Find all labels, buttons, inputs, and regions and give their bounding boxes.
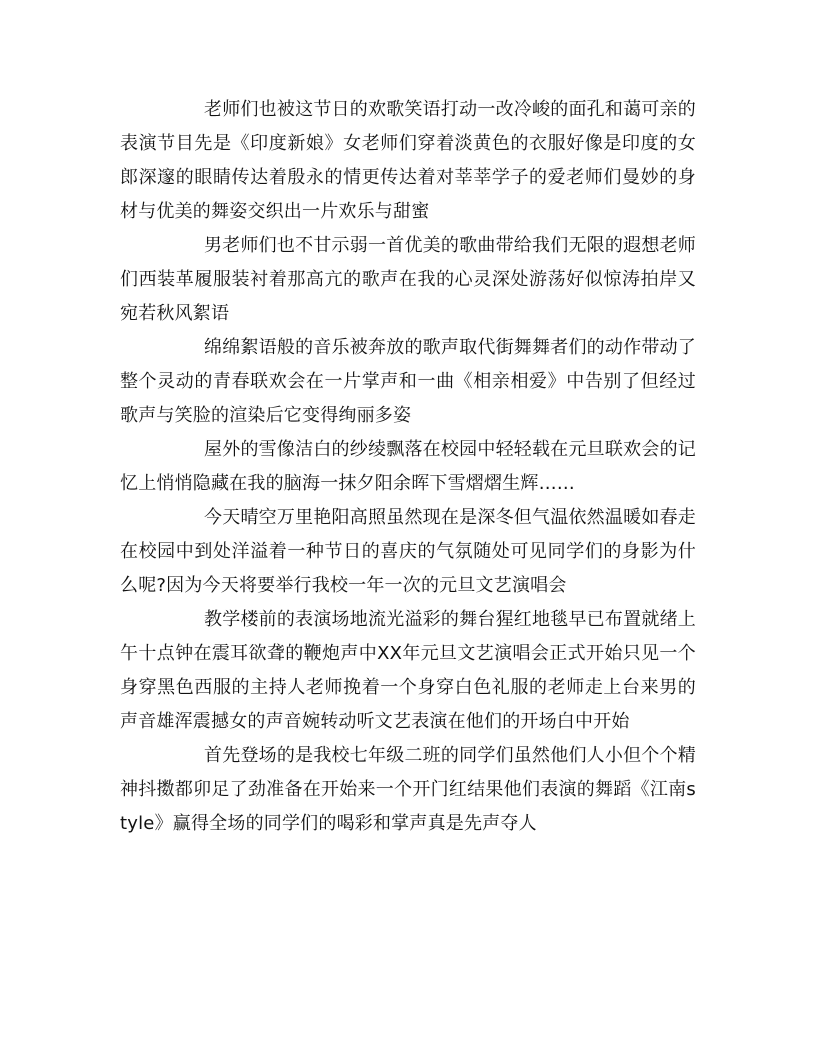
paragraph: 老师们也被这节日的欢歌笑语打动一改冷峻的面孔和蔼可亲的表演节目先是《印度新娘》女老师们穿着淡黄色的衣服好像是印度的女郎深邃的眼睛传达着殷永的情更传达着对莘莘学子的爱老师们曼妙的身材与优美的舞姿交织出一片欢乐与甜蜜 bbox=[120, 99, 696, 222]
paragraph: 首先登场的是我校七年级二班的同学们虽然他们人小但个个精神抖擞都卯足了劲准备在开始来一个开门红结果他们表演的舞蹈《江南style》赢得全场的同学们的喝彩和掌声真是先声夺人 bbox=[120, 745, 696, 834]
paragraph: 男老师们也不甘示弱一首优美的歌曲带给我们无限的遐想老师们西装革履服装衬着那高亢的歌声在我的心灵深处游荡好似惊涛拍岸又宛若秋风絮语 bbox=[120, 235, 696, 324]
paragraph: 屋外的雪像洁白的纱绫飘落在校园中轻轻载在元旦联欢会的记忆上悄悄隐藏在我的脑海一抹夕阳余晖下雪熠熠生辉…… bbox=[120, 439, 696, 494]
paragraph: 教学楼前的表演场地流光溢彩的舞台猩红地毯早已布置就绪上午十点钟在震耳欲聋的鞭炮声中XX年元旦文艺演唱会正式开始只见一个身穿黑色西服的主持人老师挽着一个身穿白色礼服的老师走上台来男的声音雄浑震撼女的声音婉转动听文艺表演在他们的开场白中开始 bbox=[120, 609, 696, 732]
document-body bbox=[120, 93, 696, 841]
paragraph: 今天晴空万里艳阳高照虽然现在是深冬但气温依然温暖如春走在校园中到处洋溢着一种节日的喜庆的气氛随处可见同学们的身影为什么呢?因为今天将要举行我校一年一次的元旦文艺演唱会 bbox=[120, 507, 696, 596]
paragraph: 绵绵絮语般的音乐被奔放的歌声取代街舞舞者们的动作带动了整个灵动的青春联欢会在一片掌声和一曲《相亲相爱》中告别了但经过歌声与笑脸的渲染后它变得绚丽多姿 bbox=[120, 337, 696, 426]
